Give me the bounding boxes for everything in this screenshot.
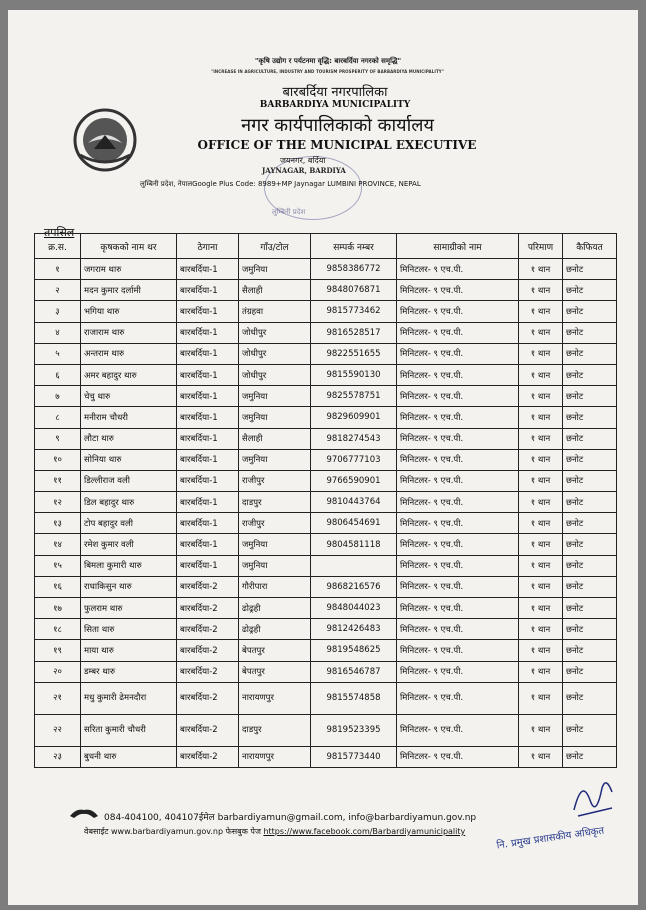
cell-village: जमुनिया — [239, 386, 311, 407]
cell-name: डिल्लीराज वली — [81, 470, 177, 491]
cell-address: बारबर्दिया-1 — [177, 449, 239, 470]
slogan-nepali: "कृषि उद्योग र पर्यटनमा वृद्धि: बारबर्दिया नगरको समृद्धि" — [254, 57, 402, 65]
table-row — [35, 470, 617, 491]
cell-contact: 9822551655 — [311, 343, 397, 364]
address-english: JAYNAGAR, BARDIYA — [262, 166, 346, 175]
cell-quantity: १ थान — [519, 555, 563, 576]
table-row — [35, 513, 617, 534]
cell-name: बुधनी थारु — [81, 746, 177, 767]
cell-sn: ११ — [35, 470, 81, 491]
cell-sn: २२ — [35, 714, 81, 746]
cell-remarks: छनोट — [563, 364, 617, 385]
cell-sn: ८ — [35, 407, 81, 428]
cell-name: अन्तराम थारु — [81, 343, 177, 364]
table-row — [35, 259, 617, 280]
cell-remarks: छनोट — [563, 640, 617, 661]
table-row — [35, 619, 617, 640]
col-header-sn: क्र.स. — [35, 234, 81, 259]
cell-sn: १३ — [35, 513, 81, 534]
cell-contact: 9815574858 — [311, 682, 397, 714]
cell-quantity: १ थान — [519, 576, 563, 597]
cell-sn: १४ — [35, 534, 81, 555]
cell-village: जोधीपुर — [239, 322, 311, 343]
cell-village: बेपतपुर — [239, 661, 311, 682]
table-row — [35, 322, 617, 343]
cell-item: मिनिटलर- ९ एच.पी. — [397, 386, 519, 407]
cell-contact: 9819523395 — [311, 714, 397, 746]
table-row — [35, 364, 617, 385]
table-row — [35, 661, 617, 682]
cell-village: दाडपुर — [239, 492, 311, 513]
cell-item: मिनिटलर- ९ एच.पी. — [397, 555, 519, 576]
municipality-name-nepali: बारबर्दिया नगरपालिका — [282, 85, 388, 100]
cell-sn: ४ — [35, 322, 81, 343]
cell-item: मिनिटलर- ९ एच.पी. — [397, 343, 519, 364]
cell-remarks: छनोट — [563, 513, 617, 534]
cell-quantity: १ थान — [519, 280, 563, 301]
cell-contact: 9848044023 — [311, 598, 397, 619]
cell-quantity: १ थान — [519, 492, 563, 513]
facebook-link[interactable]: https://www.facebook.com/Barbardiyamunicipality — [263, 827, 466, 836]
cell-sn: १७ — [35, 598, 81, 619]
cell-name: सोनिया थारु — [81, 449, 177, 470]
cell-contact: 9818274543 — [311, 428, 397, 449]
cell-name: सरिता कुमारी चौधरी — [81, 714, 177, 746]
cell-village: तंग्रहवा — [239, 301, 311, 322]
cell-item: मिनिटलर- ९ एच.पी. — [397, 513, 519, 534]
col-header-contact: सम्पर्क नम्बर — [311, 234, 397, 259]
cell-item: मिनिटलर- ९ एच.पी. — [397, 598, 519, 619]
cell-name: राजाराम थारु — [81, 322, 177, 343]
facebook-label: फेसबुक पेज — [225, 827, 261, 836]
cell-remarks: छनोट — [563, 714, 617, 746]
table-row — [35, 386, 617, 407]
cell-contact: 9816528517 — [311, 322, 397, 343]
cell-quantity: १ थान — [519, 682, 563, 714]
cell-name: लौटा थारु — [81, 428, 177, 449]
cell-village: नारायणपुर — [239, 746, 311, 767]
cell-remarks: छनोट — [563, 576, 617, 597]
cell-village: सैलाही — [239, 280, 311, 301]
cell-remarks: छनोट — [563, 343, 617, 364]
municipality-name-english: BARBARDIYA MUNICIPALITY — [259, 100, 411, 110]
cell-name: टोप बहादुर वली — [81, 513, 177, 534]
cell-quantity: १ थान — [519, 470, 563, 491]
cell-name: चेचु थारु — [81, 386, 177, 407]
table-row — [35, 449, 617, 470]
cell-name: फुलराम थारु — [81, 598, 177, 619]
cell-contact: 9706777103 — [311, 449, 397, 470]
cell-name: मधु कुमारी ढेमनदौरा — [81, 682, 177, 714]
farmer-table — [34, 233, 617, 768]
cell-item: मिनिटलर- ९ एच.पी. — [397, 364, 519, 385]
cell-quantity: १ थान — [519, 746, 563, 767]
cell-contact: 9829609901 — [311, 407, 397, 428]
table-row — [35, 682, 617, 714]
cell-quantity: १ थान — [519, 534, 563, 555]
cell-address: बारबर्दिया-2 — [177, 619, 239, 640]
table-row — [35, 428, 617, 449]
cell-village: जमुनिया — [239, 534, 311, 555]
cell-quantity: १ थान — [519, 301, 563, 322]
cell-contact: 9810443764 — [311, 492, 397, 513]
col-header-name: कृषकको नाम थर — [81, 234, 177, 259]
cell-village: ढोढ्रही — [239, 619, 311, 640]
cell-quantity: १ थान — [519, 364, 563, 385]
table-row — [35, 280, 617, 301]
cell-sn: ३ — [35, 301, 81, 322]
cell-remarks: छनोट — [563, 492, 617, 513]
cell-name: जगराम थारु — [81, 259, 177, 280]
cell-address: बारबर्दिया-1 — [177, 280, 239, 301]
cell-address: बारबर्दिया-2 — [177, 640, 239, 661]
cell-item: मिनिटलर- ९ एच.पी. — [397, 407, 519, 428]
cell-item: मिनिटलर- ९ एच.पी. — [397, 322, 519, 343]
table-row — [35, 407, 617, 428]
cell-item: मिनिटलर- ९ एच.पी. — [397, 746, 519, 767]
cell-contact: 9816546787 — [311, 661, 397, 682]
cell-name: बिमला कुमारी थारु — [81, 555, 177, 576]
cell-contact: 9825578751 — [311, 386, 397, 407]
cell-address: बारबर्दिया-2 — [177, 576, 239, 597]
slogan-english: "INCREASE IN AGRICULTURE, INDUSTRY AND TOURISM PROSPERITY OF BARBARDIYA MUNICIPALITY" — [211, 69, 444, 74]
cell-address: बारबर्दिया-1 — [177, 407, 239, 428]
cell-sn: १६ — [35, 576, 81, 597]
cell-sn: ७ — [35, 386, 81, 407]
cell-village: राजीपुर — [239, 470, 311, 491]
cell-name: मदन कुमार दर्लामी — [81, 280, 177, 301]
table-row — [35, 598, 617, 619]
cell-quantity: १ थान — [519, 322, 563, 343]
col-header-address: ठेगाना — [177, 234, 239, 259]
cell-name: भगिया थारु — [81, 301, 177, 322]
cell-sn: १० — [35, 449, 81, 470]
cell-item: मिनिटलर- ९ एच.पी. — [397, 449, 519, 470]
cell-item: मिनिटलर- ९ एच.पी. — [397, 714, 519, 746]
cell-remarks: छनोट — [563, 280, 617, 301]
cell-sn: १८ — [35, 619, 81, 640]
cell-remarks: छनोट — [563, 259, 617, 280]
cell-quantity: १ थान — [519, 640, 563, 661]
cell-address: बारबर्दिया-1 — [177, 555, 239, 576]
cell-address: बारबर्दिया-2 — [177, 714, 239, 746]
nepal-emblem-icon — [70, 105, 140, 175]
cell-sn: २१ — [35, 682, 81, 714]
cell-village: सैलाही — [239, 428, 311, 449]
cell-contact — [311, 555, 397, 576]
cell-address: बारबर्दिया-2 — [177, 661, 239, 682]
cell-sn: ५ — [35, 343, 81, 364]
cell-sn: ९ — [35, 428, 81, 449]
cell-remarks: छनोट — [563, 407, 617, 428]
cell-village: नारायणपुर — [239, 682, 311, 714]
cell-address: बारबर्दिया-2 — [177, 598, 239, 619]
cell-remarks: छनोट — [563, 619, 617, 640]
cell-contact: 9806454691 — [311, 513, 397, 534]
cell-contact: 9868216576 — [311, 576, 397, 597]
cell-item: मिनिटलर- ९ एच.पी. — [397, 534, 519, 555]
cell-name: माया थारु — [81, 640, 177, 661]
col-header-item: सामाग्रीको नाम — [397, 234, 519, 259]
cell-contact: 9815773440 — [311, 746, 397, 767]
cell-contact: 9804581118 — [311, 534, 397, 555]
office-title-english: OFFICE OF THE MUNICIPAL EXECUTIVE — [197, 138, 477, 152]
cell-village: ढोढ्रही — [239, 598, 311, 619]
cell-village: जमुनिया — [239, 259, 311, 280]
cell-contact: 9815590130 — [311, 364, 397, 385]
cell-village: जोधीपुर — [239, 343, 311, 364]
cell-village: राजीपुर — [239, 513, 311, 534]
cell-sn: १ — [35, 259, 81, 280]
cell-remarks: छनोट — [563, 386, 617, 407]
cell-item: मिनिटलर- ९ एच.पी. — [397, 259, 519, 280]
cell-name: डिल बहादुर थारु — [81, 492, 177, 513]
cell-contact: 9812426483 — [311, 619, 397, 640]
contact-line: 084-404100, 404107ईमेल barbardiyamun@gmail.com, info@barbardiyamun.gov.np — [104, 813, 477, 823]
cell-item: मिनिटलर- ९ एच.पी. — [397, 280, 519, 301]
cell-quantity: १ थान — [519, 513, 563, 534]
cell-quantity: १ थान — [519, 407, 563, 428]
cell-address: बारबर्दिया-1 — [177, 301, 239, 322]
cell-address: बारबर्दिया-1 — [177, 428, 239, 449]
cell-item: मिनिटलर- ९ एच.पी. — [397, 640, 519, 661]
cell-item: मिनिटलर- ९ एच.पी. — [397, 301, 519, 322]
cell-sn: १२ — [35, 492, 81, 513]
cell-name: मनीराम चौधरी — [81, 407, 177, 428]
cell-address: बारबर्दिया-1 — [177, 492, 239, 513]
cell-village: बेपतपुर — [239, 640, 311, 661]
cell-quantity: १ थान — [519, 386, 563, 407]
table-row — [35, 534, 617, 555]
cell-sn: १५ — [35, 555, 81, 576]
cell-quantity: १ थान — [519, 343, 563, 364]
office-title-nepali: नगर कार्यपालिकाको कार्यालय — [241, 115, 434, 136]
cell-contact: 9815773462 — [311, 301, 397, 322]
section-title: तपसिल — [44, 226, 75, 239]
cell-remarks: छनोट — [563, 746, 617, 767]
phone-icon — [68, 806, 100, 820]
cell-item: मिनिटलर- ९ एच.पी. — [397, 619, 519, 640]
cell-village: जमुनिया — [239, 407, 311, 428]
cell-quantity: १ थान — [519, 428, 563, 449]
cell-address: बारबर्दिया-1 — [177, 470, 239, 491]
cell-sn: २३ — [35, 746, 81, 767]
cell-remarks: छनोट — [563, 555, 617, 576]
table-row — [35, 555, 617, 576]
cell-item: मिनिटलर- ९ एच.पी. — [397, 661, 519, 682]
table-row — [35, 746, 617, 767]
officer-stamp: नि. प्रमुख प्रशासकीय अधिकृत — [495, 825, 605, 852]
table-row — [35, 343, 617, 364]
cell-remarks: छनोट — [563, 534, 617, 555]
address-nepali: जयनगर, बर्दिया — [280, 156, 326, 165]
signature — [568, 770, 618, 825]
cell-address: बारबर्दिया-2 — [177, 682, 239, 714]
cell-address: बारबर्दिया-1 — [177, 534, 239, 555]
table-row — [35, 640, 617, 661]
cell-sn: २० — [35, 661, 81, 682]
web-label: वेबसाईट — [84, 827, 109, 836]
cell-sn: २ — [35, 280, 81, 301]
cell-remarks: छनोट — [563, 301, 617, 322]
cell-village: जमुनिया — [239, 555, 311, 576]
cell-quantity: १ थान — [519, 449, 563, 470]
cell-quantity: १ थान — [519, 714, 563, 746]
table-row — [35, 301, 617, 322]
cell-item: मिनिटलर- ९ एच.पी. — [397, 470, 519, 491]
cell-address: बारबर्दिया-1 — [177, 386, 239, 407]
cell-remarks: छनोट — [563, 428, 617, 449]
col-header-village: गाँउ/टोल — [239, 234, 311, 259]
cell-name: रमेश कुमार वली — [81, 534, 177, 555]
table-row — [35, 714, 617, 746]
cell-name: सिता थारु — [81, 619, 177, 640]
cell-quantity: १ थान — [519, 619, 563, 640]
cell-remarks: छनोट — [563, 598, 617, 619]
cell-village: गौरीपारा — [239, 576, 311, 597]
cell-village: दाडपुर — [239, 714, 311, 746]
cell-remarks: छनोट — [563, 322, 617, 343]
cell-address: बारबर्दिया-2 — [177, 746, 239, 767]
cell-address: बारबर्दिया-1 — [177, 343, 239, 364]
col-header-remarks: कैफियत — [563, 234, 617, 259]
cell-address: बारबर्दिया-1 — [177, 259, 239, 280]
cell-village: जमुनिया — [239, 449, 311, 470]
province-line: लुम्बिनी प्रदेश, नेपालGoogle Plus Code: 8989+MP Jaynagar LUMBINI PROVINCE, NEPAL — [140, 180, 421, 188]
cell-address: बारबर्दिया-1 — [177, 322, 239, 343]
cell-quantity: १ थान — [519, 661, 563, 682]
cell-address: बारबर्दिया-1 — [177, 513, 239, 534]
cell-contact: 9819548625 — [311, 640, 397, 661]
cell-quantity: १ थान — [519, 259, 563, 280]
cell-contact: 9858386772 — [311, 259, 397, 280]
cell-remarks: छनोट — [563, 661, 617, 682]
cell-village: जोधीपुर — [239, 364, 311, 385]
table-row — [35, 576, 617, 597]
cell-name: राधाकिसुन थारु — [81, 576, 177, 597]
cell-sn: ६ — [35, 364, 81, 385]
cell-quantity: १ थान — [519, 598, 563, 619]
table-header-row — [35, 234, 617, 259]
cell-name: अमर बहादुर थारु — [81, 364, 177, 385]
cell-name: डम्बर थारु — [81, 661, 177, 682]
web-line — [84, 826, 465, 837]
cell-item: मिनिटलर- ९ एच.पी. — [397, 492, 519, 513]
cell-contact: 9766590901 — [311, 470, 397, 491]
website-link[interactable]: www.barbardiyamun.gov.np — [111, 827, 224, 836]
cell-address: बारबर्दिया-1 — [177, 364, 239, 385]
stamp-text: लुम्बिनी प्रदेश — [272, 208, 306, 216]
cell-sn: १९ — [35, 640, 81, 661]
cell-contact: 9848076871 — [311, 280, 397, 301]
cell-remarks: छनोट — [563, 449, 617, 470]
col-header-quantity: परिमाण — [519, 234, 563, 259]
cell-item: मिनिटलर- ९ एच.पी. — [397, 428, 519, 449]
cell-item: मिनिटलर- ९ एच.पी. — [397, 576, 519, 597]
cell-remarks: छनोट — [563, 470, 617, 491]
cell-remarks: छनोट — [563, 682, 617, 714]
cell-item: मिनिटलर- ९ एच.पी. — [397, 682, 519, 714]
table-row — [35, 492, 617, 513]
